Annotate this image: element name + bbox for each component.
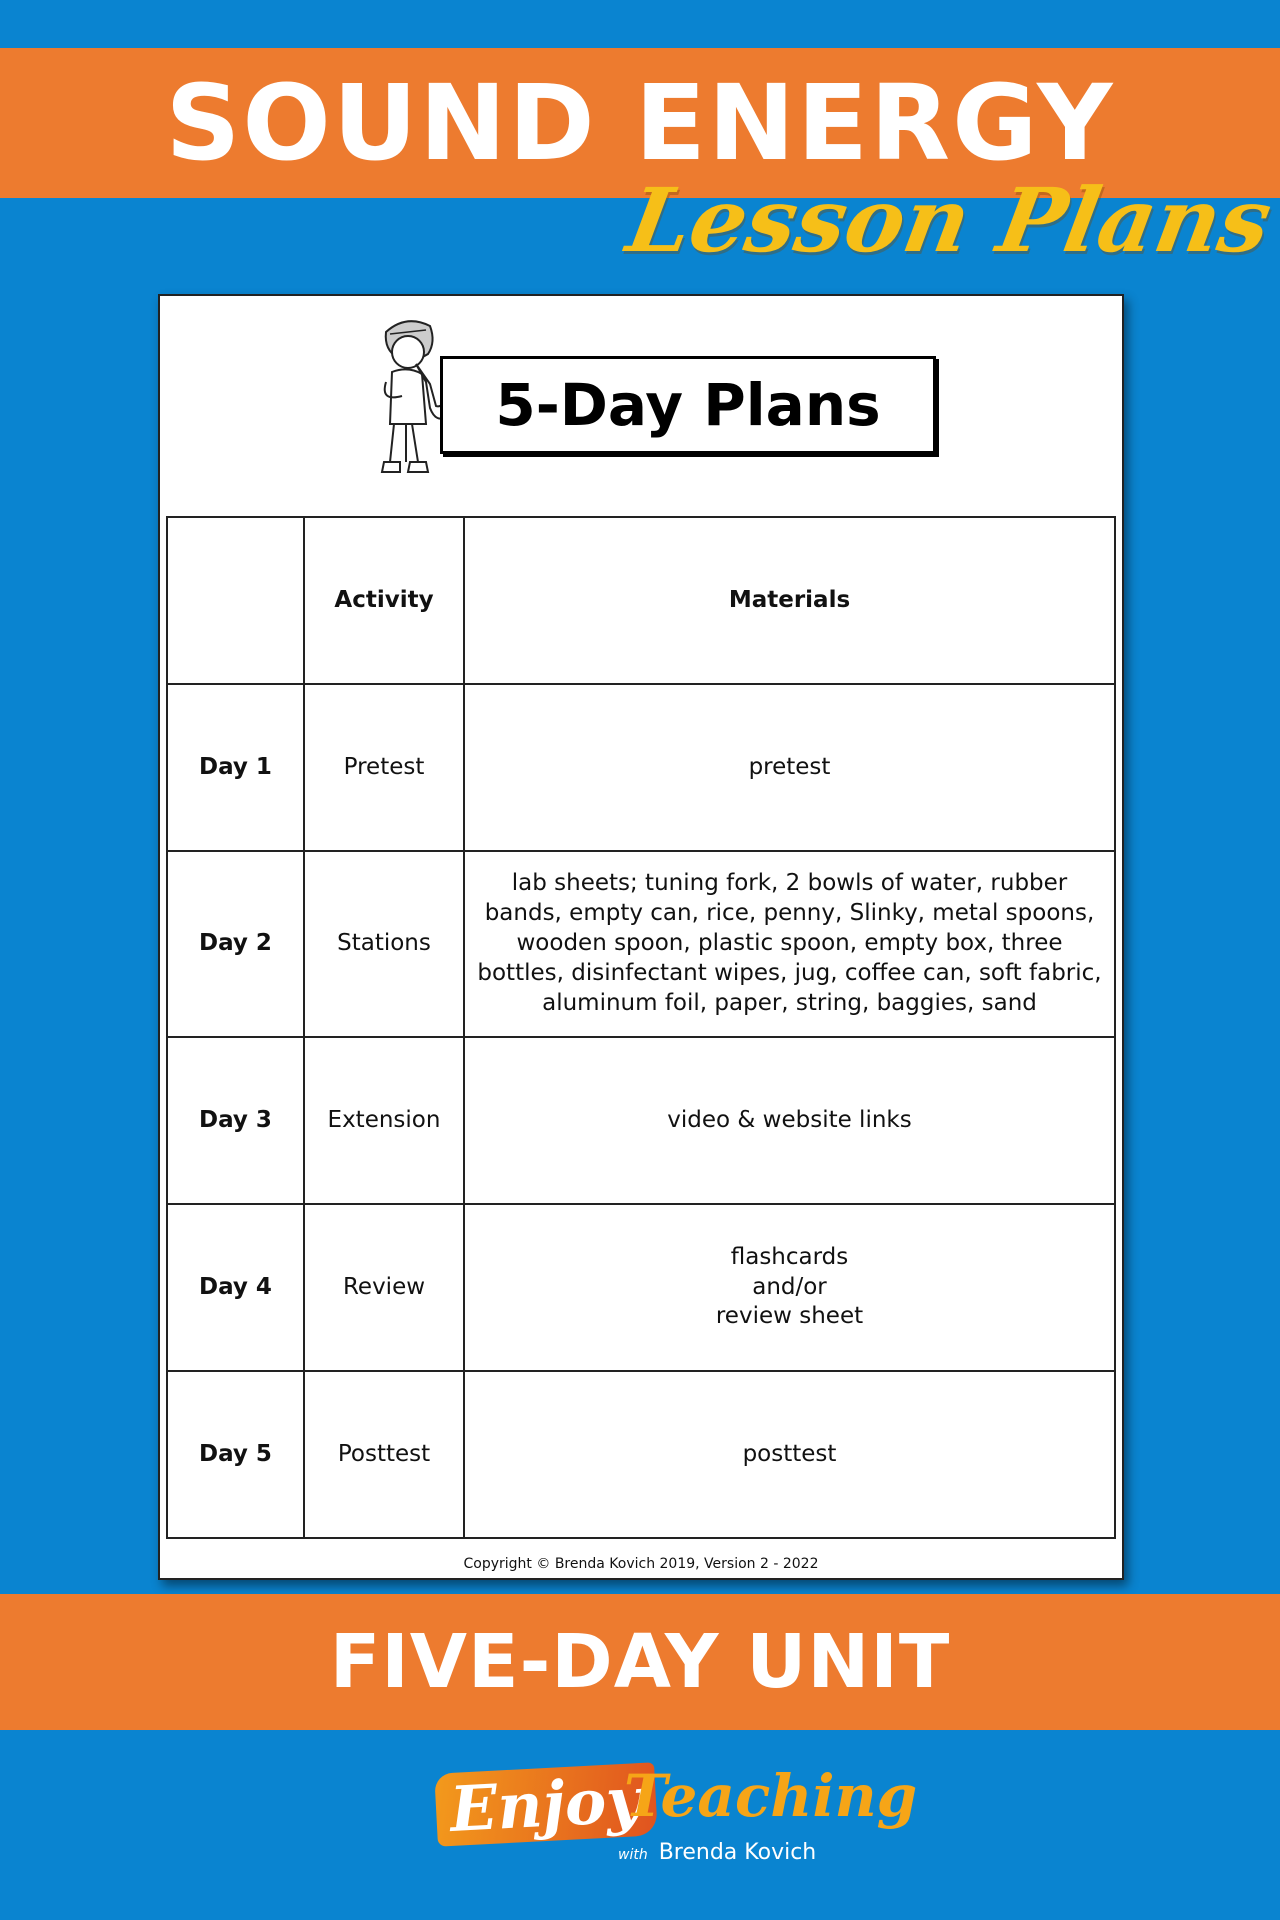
day-cell: Day 3 [167, 1037, 304, 1204]
column-header-day [167, 517, 304, 684]
logo-word-enjoy: Enjoy [434, 1762, 658, 1846]
materials-cell: lab sheets; tuning fork, 2 bowls of water, rubber bands, empty can, rice, penny, Slinky, metal spoons, wooden spoon, plastic spoon, empty box, three bottles, disinfectant wipes, jug, coffee can, soft fabric, aluminum foil, paper, string, baggies, sand [464, 851, 1115, 1037]
activity-cell: Pretest [304, 684, 464, 851]
activity-cell: Posttest [304, 1371, 464, 1538]
table-header-row [167, 517, 1115, 684]
logo-with: with [618, 1847, 648, 1863]
activity-cell: Review [304, 1204, 464, 1371]
plans-table [166, 516, 1116, 1539]
lesson-plan-sheet [158, 294, 1124, 1580]
page-subtitle: Lesson Plans [619, 168, 1279, 272]
table-row [167, 1371, 1115, 1538]
materials-cell: video & website links [464, 1037, 1115, 1204]
materials-cell: posttest [464, 1371, 1115, 1538]
copyright-notice: Copyright © Brenda Kovich 2019, Version 2 - 2022 [463, 1556, 819, 1572]
column-header-activity: Activity [304, 517, 464, 684]
activity-cell: Stations [304, 851, 464, 1037]
materials-cell: flashcards and/or review sheet [464, 1204, 1115, 1371]
logo-word-teaching: Teaching [624, 1762, 918, 1830]
table-row [167, 1037, 1115, 1204]
column-header-materials: Materials [464, 517, 1115, 684]
unit-banner [0, 1594, 1280, 1730]
table-row [167, 1204, 1115, 1371]
day-cell: Day 4 [167, 1204, 304, 1371]
sheet-heading-text: 5-Day Plans [495, 371, 881, 439]
day-cell: Day 1 [167, 684, 304, 851]
brand-logo [420, 1760, 918, 1880]
materials-cell: pretest [464, 684, 1115, 851]
table-row [167, 851, 1115, 1037]
table-row [167, 684, 1115, 851]
page-title: SOUND ENERGY [165, 62, 1115, 184]
day-cell: Day 5 [167, 1371, 304, 1538]
sheet-heading [440, 356, 936, 454]
logo-byline [618, 1840, 816, 1865]
logo-author: Brenda Kovich [658, 1840, 817, 1865]
activity-cell: Extension [304, 1037, 464, 1204]
unit-banner-text: FIVE-DAY UNIT [329, 1619, 951, 1705]
day-cell: Day 2 [167, 851, 304, 1037]
